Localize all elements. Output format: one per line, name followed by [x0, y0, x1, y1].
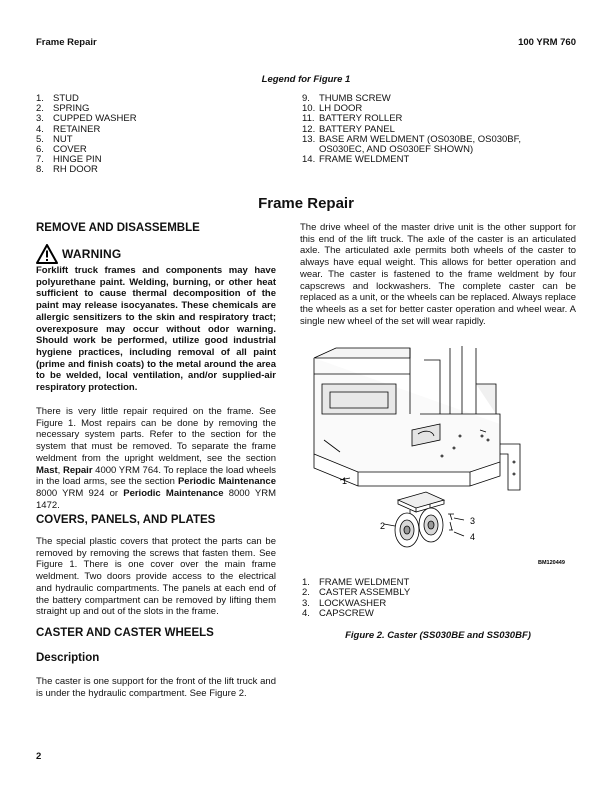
figure-2-legend: [302, 578, 410, 620]
section-heading-remove: REMOVE AND DISASSEMBLE: [36, 222, 200, 234]
list-item: 2. SPRING: [36, 103, 90, 115]
list-item: 4. CAPSCREW: [302, 608, 374, 620]
callout-3: 3: [470, 516, 476, 526]
list-item: OS030EC, AND OS030EF SHOWN): [319, 144, 474, 156]
list-item: 3. LOCKWASHER: [302, 597, 387, 609]
list-item: 9. THUMB SCREW: [302, 93, 391, 104]
warning-text: Forklift truck frames and components may have polyurethane paint. Welding, burning, or other heat sufficient to cause thermal decomposition of the paint may release isocyanates. These chemicals are allergic sensitizers to the skin and respiratory tract; overexposure may occur without odor warning. Should work be performed, utilize good industrial hygiene practices, including removal of all paint (prime and finish coats) to the metal around the area to be welded, local ventilation, and/or supplied-air respiratory protection.: [36, 265, 276, 394]
list-item: 12. BATTERY PANEL: [302, 123, 395, 135]
callout-1: 1: [342, 476, 348, 486]
legend-title: Legend for Figure 1: [261, 74, 351, 85]
figure-2-illustration: [300, 344, 576, 572]
running-header-code: 100 YRM 760: [518, 37, 576, 48]
section-heading-caster: CASTER AND CASTER WHEELS: [36, 627, 214, 639]
figure-2-caption: Figure 2. Caster (SS030BE and SS030BF): [345, 630, 531, 641]
section-heading-covers: COVERS, PANELS, AND PLATES: [36, 514, 216, 526]
warning-triangle-icon: [36, 244, 58, 264]
warning-label: WARNING: [62, 247, 122, 261]
caster-detail-paragraph: The drive wheel of the master drive unit is the other support for this end of the lift truck. The axle of the caster is an articulated axle. The articulated axle permits both wheels of the caster to always have equal weight. This allows for better operation and wear. The caster is fastened to the frame weldment by four capscrews and lockwashers. The complete caster can be replaced as a unit, or the wheels can be replaced. Always replace the wheels as a set for better caster operation and wheel wear. A single new wheel of the set will wear rapidly.: [300, 222, 576, 327]
callout-2: 2: [380, 521, 386, 531]
list-item: 2. CASTER ASSEMBLY: [302, 587, 411, 599]
list-item: 6. COVER: [36, 144, 87, 156]
list-item: 5. NUT: [36, 133, 73, 145]
list-item: 4. RETAINER: [36, 123, 101, 135]
list-item: 11. BATTERY ROLLER: [302, 113, 403, 125]
list-item: 13. BASE ARM WELDMENT (OS030BE, OS030BF,: [302, 133, 522, 145]
list-item: 1. STUD: [36, 93, 79, 104]
caster-description-paragraph: The caster is one support for the front of the lift truck and is under the hydraulic compartment. See Figure 2.: [36, 676, 276, 699]
list-item: 14. FRAME WELDMENT: [302, 154, 410, 166]
list-item: 7. HINGE PIN: [36, 154, 102, 166]
page-title: Frame Repair: [258, 195, 354, 212]
list-item: 3. CUPPED WASHER: [36, 113, 137, 125]
callout-4: 4: [470, 532, 476, 542]
running-header-title: Frame Repair: [36, 37, 97, 48]
covers-paragraph: The special plastic covers that protect the parts can be removed by removing the screws that fasten them. See Figure 1. There is one cover over the main frame weldment. Two doors provide access to the electrical and hydraulic compartments. The panels at each end of the battery compartment can be removed by lifting them straight up and out of the slots in the frame.: [36, 536, 276, 618]
figure-code: BM120449: [538, 560, 565, 566]
warning-header: [36, 244, 121, 264]
legend-list-left: [36, 94, 137, 176]
list-item: 10. LH DOOR: [302, 103, 363, 115]
list-item: 8. RH DOOR: [36, 164, 98, 176]
list-item: 1. FRAME WELDMENT: [302, 577, 410, 588]
remove-paragraph: There is very little repair required on the frame. See Figure 1. Most repairs can be done by removing the necessary system parts. Refer to the section for the system that must be removed. To separate the frame weldment from the upright weldment, see the section Mast, Repair 4000 YRM 764. To replace the load wheels in the load arms, see the section Periodic Maintenance 8000 YRM 924 or Periodic Maintenance 8000 YRM 1472.: [36, 406, 277, 511]
page-number: 2: [36, 751, 42, 762]
legend-list-right: [302, 94, 521, 165]
subheading-description: Description: [36, 652, 100, 664]
